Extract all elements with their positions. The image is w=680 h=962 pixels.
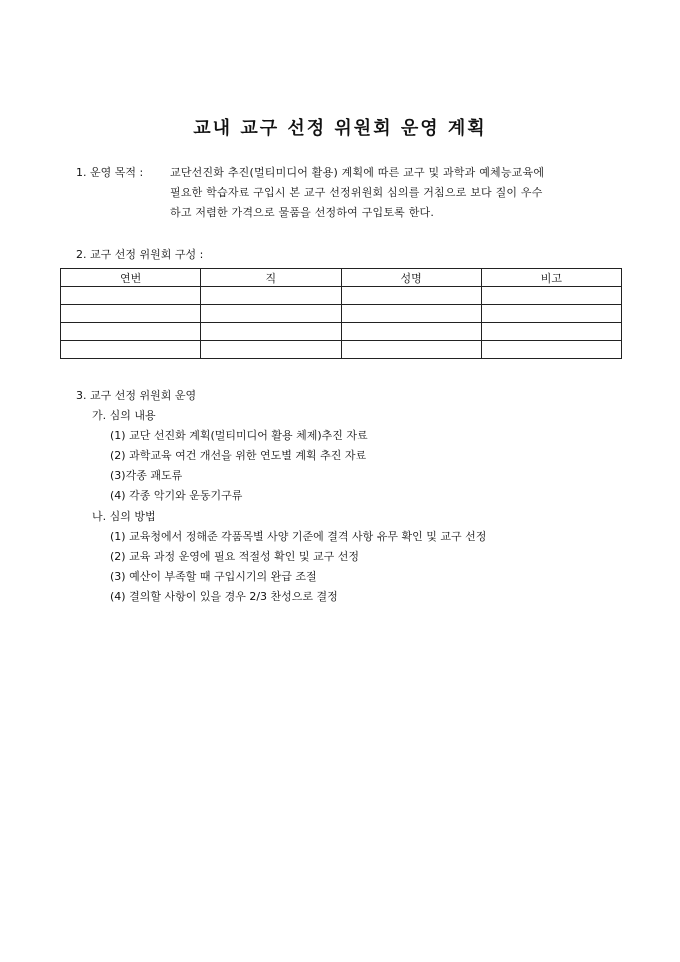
subsection-b-label: 나. 심의 방법 — [92, 510, 156, 523]
table-cell — [341, 341, 481, 359]
table-row — [61, 323, 622, 341]
section1-line-3: 하고 저렴한 가격으로 물품을 선정하여 구입토록 한다. — [170, 206, 435, 219]
committee-table — [60, 268, 622, 359]
section3-label: 3. 교구 선정 위원회 운영 — [76, 389, 197, 402]
list-item: (3)각종 괘도류 — [110, 469, 183, 482]
table-row — [61, 305, 622, 323]
table-cell — [341, 287, 481, 305]
list-item: (4) 결의할 사항이 있을 경우 2/3 찬성으로 결정 — [110, 590, 338, 603]
list-item: (4) 각종 악기와 운동기구류 — [110, 489, 243, 502]
list-item: (3) 예산이 부족할 때 구입시기의 완급 조절 — [110, 570, 317, 583]
table-cell — [61, 323, 201, 341]
table-cell — [341, 305, 481, 323]
subsection-a-label: 가. 심의 내용 — [92, 409, 156, 422]
table-cell — [201, 323, 341, 341]
page-title: 교내 교구 선정 위원회 운영 계획 — [193, 118, 487, 139]
list-item: (1) 교단 선진화 계획(멀티미디어 활용 체제)추진 자료 — [110, 429, 368, 442]
table-cell — [341, 323, 481, 341]
section1-label: 1. 운영 목적 : — [76, 166, 144, 179]
table-header-row — [61, 269, 622, 287]
list-item: (2) 과학교육 여건 개선을 위한 연도별 계획 추진 자료 — [110, 449, 367, 462]
table-row — [61, 287, 622, 305]
table-cell — [201, 341, 341, 359]
list-item: (1) 교육청에서 정해준 각품목별 사양 기준에 결격 사항 유무 확인 및 교구 선정 — [110, 530, 487, 543]
header-cell-name: 성명 — [341, 269, 481, 287]
table-cell — [61, 287, 201, 305]
table-cell — [61, 305, 201, 323]
table-cell — [61, 341, 201, 359]
table-cell — [481, 323, 621, 341]
list-item: (2) 교육 과정 운영에 필요 적절성 확인 및 교구 선정 — [110, 550, 359, 563]
table-row — [61, 341, 622, 359]
section1-line-1: 교단선진화 추진(멀티미디어 활용) 계획에 따른 교구 및 과학과 예체능교육에 — [170, 166, 545, 179]
table-cell — [481, 305, 621, 323]
header-cell-position: 직 — [201, 269, 341, 287]
table-cell — [481, 287, 621, 305]
table-cell — [201, 287, 341, 305]
header-cell-remarks: 비고 — [481, 269, 621, 287]
section2-label: 2. 교구 선정 위원회 구성 : — [76, 248, 204, 261]
table-cell — [201, 305, 341, 323]
header-cell-number: 연번 — [61, 269, 201, 287]
section1-line-2: 필요한 학습자료 구입시 본 교구 선정위원회 심의를 거침으로 보다 질이 우수 — [170, 186, 543, 199]
section1-body — [170, 163, 622, 223]
table-cell — [481, 341, 621, 359]
